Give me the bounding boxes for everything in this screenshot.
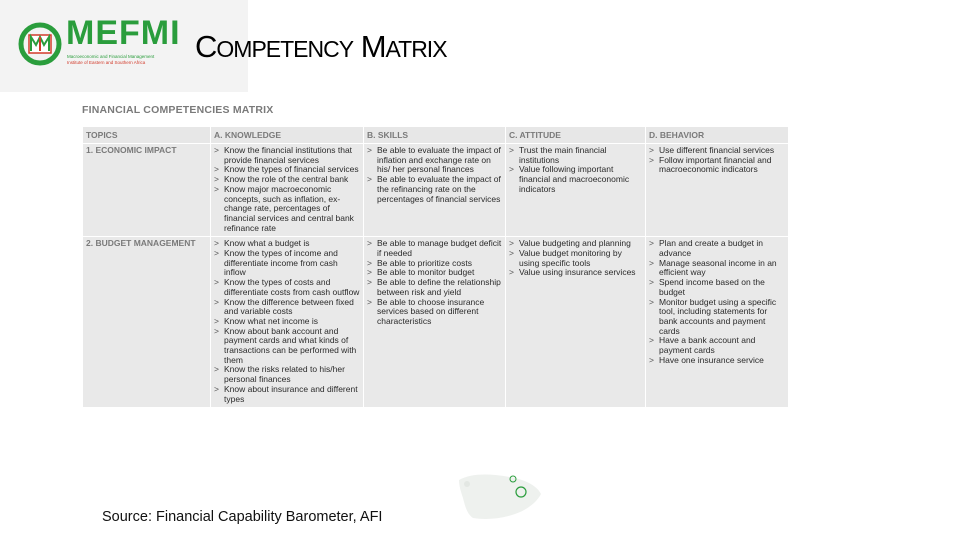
title-part: C	[195, 29, 217, 64]
topic-cell: 1. ECONOMIC IMPACT	[83, 144, 211, 237]
list-item: > Know the types of costs and differentiate costs from cash outflow	[214, 278, 360, 297]
behavior-cell	[646, 237, 789, 408]
list-item: > Know the risks related to his/her personal finances	[214, 365, 360, 384]
africa-map-icon	[455, 470, 545, 525]
list-item: > Value budgeting and planning	[509, 239, 642, 249]
list-item: > Know about bank account and payment cards and what kinds of transactions can be performed with them	[214, 327, 360, 366]
title-part: OMPETENCY	[216, 36, 354, 62]
list-item: > Know the role of the central bank	[214, 175, 360, 185]
column-header: TOPICS	[83, 127, 211, 144]
list-item: > Follow important financial and macroeconomic indicators	[649, 156, 785, 175]
list-item: > Know the types of income and differentiate income from cash inflow	[214, 249, 360, 278]
list-item: > Spend income based on the budget	[649, 278, 785, 297]
list-item: > Know about insurance and different types	[214, 385, 360, 404]
list-item: > Be able to choose insurance services based on different characteristics	[367, 298, 502, 327]
column-header: D. BEHAVIOR	[646, 127, 789, 144]
bullet-list	[649, 239, 785, 365]
list-item: > Be able to prioritize costs	[367, 259, 502, 269]
list-item: > Use different financial services	[649, 146, 785, 156]
slide-title	[195, 28, 447, 68]
list-item: > Manage seasonal income in an efficient way	[649, 259, 785, 278]
list-item: > Know what net income is	[214, 317, 360, 327]
source-caption: Source: Financial Capability Barometer, AFI	[102, 509, 383, 525]
attitude-cell	[506, 144, 646, 237]
list-item: > Monitor budget using a specific tool, including statements for bank accounts and payment cards	[649, 298, 785, 337]
competency-matrix-table	[82, 126, 789, 408]
list-item: > Value using insurance services	[509, 268, 642, 278]
attitude-cell	[506, 237, 646, 408]
topic-cell: 2. BUDGET MANAGEMENT	[83, 237, 211, 408]
logo-tagline-line: Institute of Eastern and Southern Africa	[67, 59, 146, 65]
matrix-heading: FINANCIAL COMPETENCIES MATRIX	[82, 104, 274, 116]
list-item: > Value following important financial and macroeconomic indicators	[509, 165, 642, 194]
bullet-list	[367, 146, 502, 204]
column-header: A. KNOWLEDGE	[211, 127, 364, 144]
skills-cell	[364, 237, 506, 408]
list-item: > Know the difference between fixed and variable costs	[214, 298, 360, 317]
bullet-list	[509, 146, 642, 195]
list-item: > Know the types of financial services	[214, 165, 360, 175]
list-item: > Be able to define the relationship between risk and yield	[367, 278, 502, 297]
bullet-list	[509, 239, 642, 278]
list-item: > Be able to monitor budget	[367, 268, 502, 278]
column-header: C. ATTITUDE	[506, 127, 646, 144]
mefmi-logo-icon	[18, 22, 62, 66]
list-item: > Know the financial institutions that provide financial services	[214, 146, 360, 165]
list-item: > Have one insurance service	[649, 356, 785, 366]
list-item: > Have a bank account and payment cards	[649, 336, 785, 355]
list-item: > Know major macroeconomic concepts, such as inflation, ex-change rate, percentages of financial services and central bank refinance rate	[214, 185, 360, 234]
skills-cell	[364, 144, 506, 237]
bullet-list	[214, 239, 360, 404]
table-row	[83, 237, 789, 408]
table-row	[83, 144, 789, 237]
title-part: ATRIX	[385, 36, 447, 62]
list-item: > Plan and create a budget in advance	[649, 239, 785, 258]
bullet-list	[214, 146, 360, 233]
list-item: > Value budget monitoring by using specific tools	[509, 249, 642, 268]
logo-name: MEFMI	[66, 14, 181, 52]
knowledge-cell	[211, 144, 364, 237]
knowledge-cell	[211, 237, 364, 408]
logo-tagline	[67, 54, 187, 65]
bullet-list	[367, 239, 502, 326]
list-item: > Know what a budget is	[214, 239, 360, 249]
list-item: > Trust the main financial institutions	[509, 146, 642, 165]
list-item: > Be able to evaluate the impact of inflation and exchange rate on his/ her personal finances	[367, 146, 502, 175]
table-header-row	[83, 127, 789, 144]
list-item: > Be able to manage budget deficit if needed	[367, 239, 502, 258]
bullet-list	[649, 146, 785, 175]
title-part: M	[353, 29, 386, 64]
logo-tagline-line: Macroeconomic and Financial Management	[67, 54, 155, 59]
list-item: > Be able to evaluate the impact of the refinancing rate on the percentages of financial services	[367, 175, 502, 204]
column-header: B. SKILLS	[364, 127, 506, 144]
behavior-cell	[646, 144, 789, 237]
